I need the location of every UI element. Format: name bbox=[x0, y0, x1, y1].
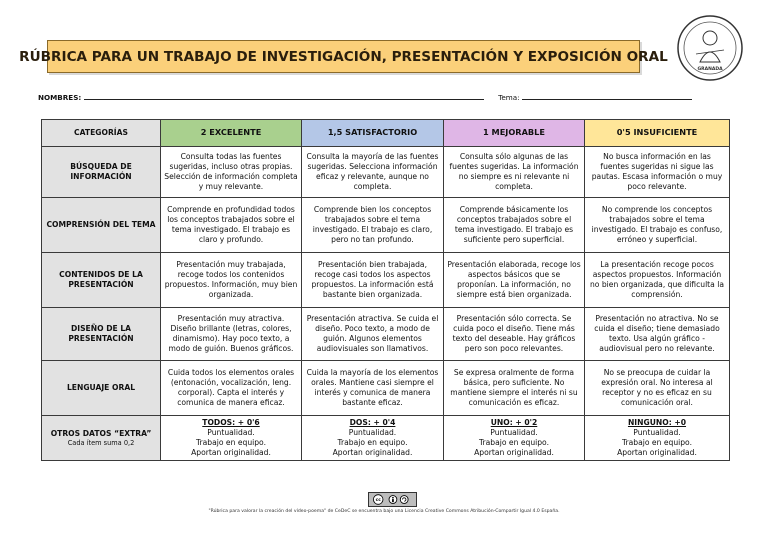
table-cell: Se expresa oralmente de forma básica, pero suficiente. No mantiene siempre el interés ni su comunicación es eficaz. bbox=[444, 361, 585, 416]
extra-cell-dos bbox=[302, 416, 444, 461]
table-cell: La presentación recoge pocos aspectos propuestos. Información no bien organizada, que dificulta la comprensión. bbox=[585, 253, 730, 308]
table-cell: Cuida todos los elementos orales (entonación, vocalización, leng. corporal). Capta el interés y comunica de manera eficaz. bbox=[161, 361, 302, 416]
extra-head: DOS: + 0'4 bbox=[349, 418, 396, 428]
table-cell: Comprende básicamente los conceptos trabajados sobre el tema investigado. El trabajo es suficiente pero superficial. bbox=[444, 198, 585, 253]
extra-item: Trabajo en equipo. bbox=[621, 438, 692, 447]
extra-item: Puntualidad. bbox=[490, 428, 538, 438]
table-cell: No busca información en las fuentes sugeridas ni sigue las pautas. Escasa información o muy poco relevante. bbox=[585, 147, 730, 198]
table-cell: No se preocupa de cuidar la expresión oral. No interesa al receptor y no es eficaz en su comunicación oral. bbox=[585, 361, 730, 416]
tema-label: Tema: bbox=[498, 93, 520, 102]
table-cell: Cuida la mayoría de los elementos orales. Mantiene casi siempre el interés y comunica de manera bastante eficaz. bbox=[302, 361, 444, 416]
seal-text: GRANADA bbox=[697, 67, 723, 72]
table-cell: Comprende bien los conceptos trabajados sobre el tema investigado. El trabajo es claro, pero no tan profundo. bbox=[302, 198, 444, 253]
table-row bbox=[42, 198, 730, 253]
table-cell: Consulta todas las fuentes sugeridas, incluso otras propias. Selección de información completa y muy relevante. bbox=[161, 147, 302, 198]
table-cell: Comprende en profundidad todos los conceptos trabajados sobre el tema investigado. El trabajo es claro y profundo. bbox=[161, 198, 302, 253]
extra-item: Aportan originalidad. bbox=[474, 447, 554, 457]
extra-category-label: OTROS DATOS “EXTRA” bbox=[50, 429, 152, 439]
category-diseno: DISEÑO DE LA PRESENTACIÓN bbox=[42, 308, 161, 361]
category-comprension: COMPRENSIÓN DEL TEMA bbox=[42, 198, 161, 253]
school-seal-logo bbox=[676, 14, 744, 82]
extra-item: Puntualidad. bbox=[207, 428, 255, 438]
extra-head: TODOS: + 0'6 bbox=[202, 418, 260, 428]
extra-cell-todos bbox=[161, 416, 302, 461]
extra-item: Trabajo en equipo. bbox=[195, 438, 266, 447]
table-cell: Consulta sólo algunas de las fuentes sugeridas. La información no siempre es ni relevante ni completa. bbox=[444, 147, 585, 198]
header-satisfactorio: 1,5 SATISFACTORIO bbox=[302, 120, 444, 147]
table-row bbox=[42, 147, 730, 198]
extra-item: Trabajo en equipo. bbox=[337, 438, 408, 447]
extra-cell-ninguno bbox=[585, 416, 730, 461]
table-cell: Presentación muy atractiva. Diseño brillante (letras, colores, dinamismo). Hay poco texto, a modo de guión. Buenos gráficos. bbox=[161, 308, 302, 361]
table-cell: Presentación bien trabajada, recoge casi todos los aspectos propuestos. La información está bastante bien organizada. bbox=[302, 253, 444, 308]
extra-item: Puntualidad. bbox=[348, 428, 397, 438]
category-busqueda: BÚSQUEDA DE INFORMACIÓN bbox=[42, 147, 161, 198]
category-lenguaje-oral: LENGUAJE ORAL bbox=[42, 361, 161, 416]
table-cell: Presentación elaborada, recoge los aspectos básicos que se proponían. La información, no siempre está bien organizada. bbox=[444, 253, 585, 308]
category-extra bbox=[42, 416, 161, 461]
extra-item: Puntualidad. bbox=[633, 428, 681, 438]
names-and-topic-line bbox=[38, 92, 738, 104]
header-row bbox=[42, 120, 730, 147]
extra-item: Aportan originalidad. bbox=[332, 447, 413, 457]
nombres-label: NOMBRES: bbox=[38, 93, 82, 102]
tema-field[interactable] bbox=[522, 92, 692, 100]
extra-item: Aportan originalidad. bbox=[191, 447, 271, 457]
rubric-table bbox=[41, 119, 730, 461]
creative-commons-license-icon bbox=[368, 492, 417, 507]
table-cell: Consulta la mayoría de las fuentes sugeridas. Selecciona información eficaz y relevante, aunque no completa. bbox=[302, 147, 444, 198]
page-title: RÚBRICA PARA UN TRABAJO DE INVESTIGACIÓN, PRESENTACIÓN Y EXPOSICIÓN ORAL bbox=[47, 40, 640, 73]
table-cell: Presentación atractiva. Se cuida el diseño. Poco texto, a modo de guión. Algunos elementos audiovisuales son llamativos. bbox=[302, 308, 444, 361]
table-cell: Presentación muy trabajada, recoge todos los contenidos propuestos. Información, muy bien organizada. bbox=[161, 253, 302, 308]
table-row bbox=[42, 253, 730, 308]
extra-note: Cada ítem suma 0,2 bbox=[67, 438, 135, 447]
license-note: "Rúbrica para valorar la creación del vídeo-poema" de CeDeC se encuentra bajo una Licencia Creative Commons Atribución-Compartir Igual 4.0 España. bbox=[208, 509, 560, 514]
nombres-field[interactable] bbox=[84, 92, 484, 100]
extra-head: NINGUNO: +0 bbox=[627, 418, 687, 428]
cc-label: cc bbox=[375, 498, 381, 504]
extra-head: UNO: + 0'2 bbox=[490, 418, 538, 428]
table-row bbox=[42, 361, 730, 416]
extra-item: Trabajo en equipo. bbox=[478, 438, 549, 447]
header-excelente: 2 EXCELENTE bbox=[161, 120, 302, 147]
category-contenidos: CONTENIDOS DE LA PRESENTACIÓN bbox=[42, 253, 161, 308]
extra-row bbox=[42, 416, 730, 461]
extra-cell-uno bbox=[444, 416, 585, 461]
table-cell: Presentación sólo correcta. Se cuida poco el diseño. Tiene más texto del deseable. Hay gráficos pero son poco relevantes. bbox=[444, 308, 585, 361]
extra-item: Aportan originalidad. bbox=[617, 447, 697, 457]
header-categorias: CATEGORÍAS bbox=[42, 120, 161, 147]
table-cell: Presentación no atractiva. No se cuida el diseño; tiene demasiado texto. Usa algún gráfico - audiovisual pero no relevante. bbox=[585, 308, 730, 361]
header-mejorable: 1 MEJORABLE bbox=[444, 120, 585, 147]
table-row bbox=[42, 308, 730, 361]
table-cell: No comprende los conceptos trabajados sobre el tema investigado. El trabajo es confuso, erróneo y superficial. bbox=[585, 198, 730, 253]
header-insuficiente: 0'5 INSUFICIENTE bbox=[585, 120, 730, 147]
